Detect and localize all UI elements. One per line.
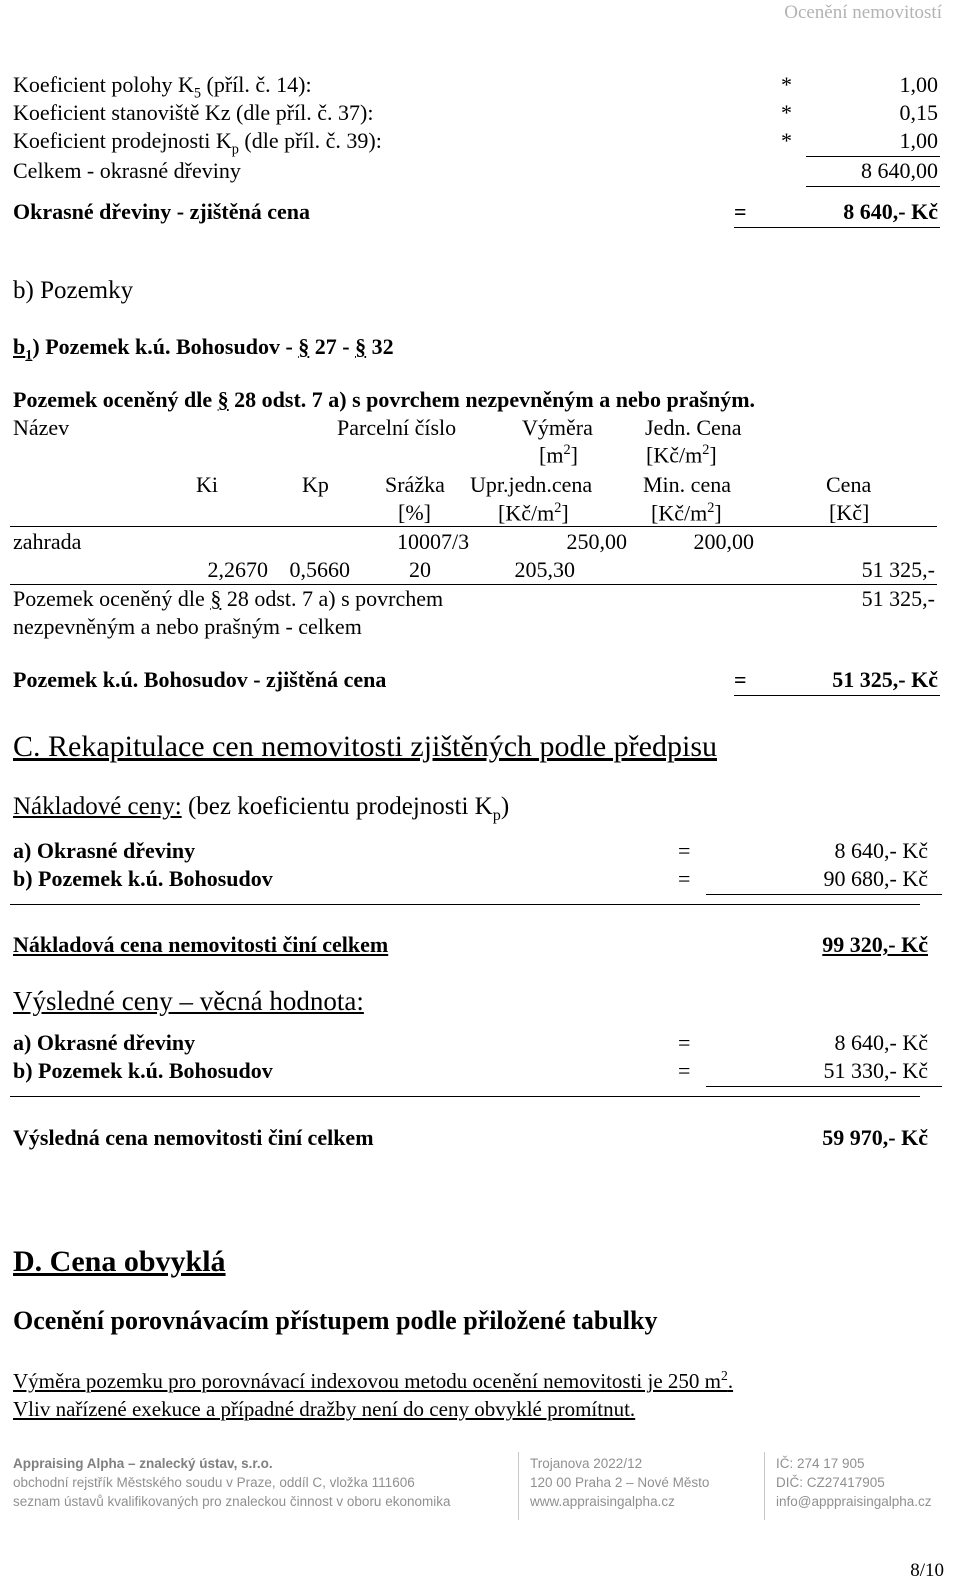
page-header-title: Ocenění nemovitostí	[784, 2, 942, 23]
table-row-divider	[10, 584, 937, 585]
col-ki: Ki	[196, 472, 218, 497]
vymera-note: Výměra pozemku pro porovnávací indexovou metodu ocenění nemovitosti je 250 $m^2$.	[13, 1368, 734, 1393]
pozemek-zjistena-value: 51 325,- Kč	[832, 667, 938, 692]
subtotal-label-line2: nezpevněným a nebo prašným - celkem	[13, 614, 362, 639]
pozemek-zjistena-eq: =	[734, 667, 747, 692]
coef-label-prodejnost: Koeficient prodejnosti $K_p$ (dle příl. č. 39):	[13, 128, 382, 158]
cell-kp: 0,5660	[289, 557, 350, 582]
divider	[806, 186, 940, 187]
cell-upr: 205,30	[514, 557, 575, 582]
col-srazka-unit: [%]	[398, 500, 431, 525]
okrasne-cena-value: 8 640,- Kč	[843, 199, 938, 224]
coef-label-stanoviste: Koeficient stanoviště Kz (dle příl. č. 37):	[13, 100, 374, 125]
okrasne-cena-eq: =	[734, 199, 747, 224]
naklad-item-eq: =	[678, 838, 691, 863]
vysl-item-value: 8 640,- Kč	[834, 1030, 928, 1055]
footer-separator	[764, 1452, 765, 1520]
col-upr-unit: $[Kč/m^2]$	[498, 500, 569, 526]
table-header-divider	[10, 526, 937, 527]
footer-city: 120 00 Praha 2 – Nové Město	[530, 1475, 710, 1490]
naklad-item-label: a) Okrasné dřeviny	[13, 838, 196, 863]
col-cena-unit: [Kč]	[829, 500, 870, 525]
coef-op-stanoviste: *	[781, 100, 792, 125]
rekapitulace-heading: C. Rekapitulace cen nemovitosti zjištěných podle předpisu	[13, 730, 717, 763]
cell-ki: 2,2670	[207, 557, 268, 582]
footer-street: Trojanova 2022/12	[530, 1456, 643, 1471]
exekuce-note: Vliv nařízené exekuce a případné dražby není do ceny obvyklé promítnut.	[13, 1397, 636, 1421]
subtotal-label: Pozemek oceněný dle § 28 odst. 7 a) s povrchem	[13, 586, 444, 611]
footer-ic: IČ: 274 17 905	[776, 1456, 865, 1471]
subtotal-value: 51 325,-	[861, 586, 935, 611]
coef-value-prodejnost: 1,00	[899, 128, 938, 153]
divider	[10, 904, 920, 905]
cell-srazka: 20	[409, 557, 431, 582]
total-okrasne-value: 8 640,00	[861, 158, 938, 183]
page-number: 8/10	[910, 1560, 944, 1581]
naklad-item-eq: =	[678, 866, 691, 891]
coef-value-poloha: 1,00	[899, 72, 938, 97]
col-cena: Cena	[826, 472, 872, 497]
divider	[806, 156, 940, 157]
divider	[706, 894, 942, 895]
cell-cena: 51 325,-	[861, 557, 935, 582]
coef-value-stanoviste: 0,15	[899, 100, 938, 125]
naklad-item-label: b) Pozemek k.ú. Bohosudov	[13, 866, 273, 891]
col-min-cena: Min. cena	[643, 472, 731, 497]
pozemek-zjistena-label: Pozemek k.ú. Bohosudov - zjištěná cena	[13, 667, 387, 692]
footer-separator	[518, 1452, 519, 1520]
nakladove-ceny-title: Nákladové ceny: (bez koeficientu prodejnosti $K_p$)	[13, 793, 510, 824]
naklad-item-value: 8 640,- Kč	[834, 838, 928, 863]
okrasne-cena-label: Okrasné dřeviny - zjištěná cena	[13, 199, 310, 224]
footer-registry-2: seznam ústavů kvalifikovaných pro znaleckou činnost v oboru ekonomika	[13, 1494, 451, 1509]
footer-ids-block	[776, 1454, 932, 1511]
vysl-item-eq: =	[678, 1030, 691, 1055]
col-vymera-unit: $[m^2]$	[539, 442, 578, 468]
footer-web-link[interactable]: www.appraisingalpha.cz	[530, 1494, 675, 1509]
col-nazev: Název	[13, 415, 70, 440]
total-okrasne-label: Celkem - okrasné dřeviny	[13, 158, 241, 183]
col-kp: Kp	[302, 472, 329, 497]
footer-company: Appraising Alpha – znalecký ústav, s.r.o.	[13, 1456, 273, 1471]
divider	[734, 695, 940, 696]
vysl-item-label: a) Okrasné dřeviny	[13, 1030, 196, 1055]
vysl-total-label: Výsledná cena nemovitosti činí celkem	[13, 1125, 374, 1150]
footer-email-link[interactable]: info@apppraisingalpha.cz	[776, 1494, 932, 1509]
divider	[706, 1086, 942, 1087]
col-vymera: Výměra	[522, 415, 593, 440]
col-upr-cena: Upr.jedn.cena	[470, 472, 593, 497]
cell-jedn: 200,00	[693, 529, 754, 554]
vysledne-ceny-title: Výsledné ceny – věcná hodnota:	[13, 986, 364, 1016]
naklad-total-label: Nákladová cena nemovitosti činí celkem	[13, 932, 389, 957]
col-parcelni: Parcelní číslo	[337, 415, 457, 440]
coef-label-poloha: Koeficient polohy $K_5$ (příl. č. 14):	[13, 72, 312, 102]
porovnavaci-subtitle: Ocenění porovnávacím přístupem podle přiložené tabulky	[13, 1306, 658, 1335]
divider	[10, 1096, 920, 1097]
col-srazka: Srážka	[385, 472, 445, 497]
cell-nazev: zahrada	[13, 529, 82, 554]
col-min-unit: $[Kč/m^2]$	[651, 500, 722, 526]
coef-op-prodejnost: *	[781, 128, 792, 153]
pozemek-ocenen-title: Pozemek oceněný dle § 28 odst. 7 a) s povrchem nezpevněným a nebo prašným.	[13, 387, 756, 412]
divider	[734, 227, 940, 228]
cena-obvykla-heading: D. Cena obvyklá	[13, 1245, 226, 1278]
cell-vymera: 250,00	[566, 529, 627, 554]
vysl-item-eq: =	[678, 1058, 691, 1083]
pozemek-subtitle: $b_1$) Pozemek k.ú. Bohosudov - § 27 - § 32	[13, 334, 394, 364]
vysl-item-value: 51 330,- Kč	[823, 1058, 928, 1083]
vysl-total-value: 59 970,- Kč	[822, 1125, 928, 1150]
naklad-item-value: 90 680,- Kč	[823, 866, 928, 891]
vysl-item-label: b) Pozemek k.ú. Bohosudov	[13, 1058, 273, 1083]
footer-dic: DIČ: CZ27417905	[776, 1475, 885, 1490]
col-jedn-unit: $[Kč/m^2]$	[646, 442, 717, 468]
footer-registry: obchodní rejstřík Městského soudu v Praze, oddíl C, vložka 111606	[13, 1475, 415, 1490]
pozemky-heading: b) Pozemky	[13, 277, 134, 304]
footer-address-block	[530, 1454, 709, 1511]
col-jedn-cena: Jedn. Cena	[645, 415, 742, 440]
naklad-total-value: 99 320,- Kč	[822, 932, 928, 957]
footer-company-block	[13, 1454, 450, 1511]
cell-parcela: 10007/3	[397, 529, 470, 554]
coef-op-poloha: *	[781, 72, 792, 97]
